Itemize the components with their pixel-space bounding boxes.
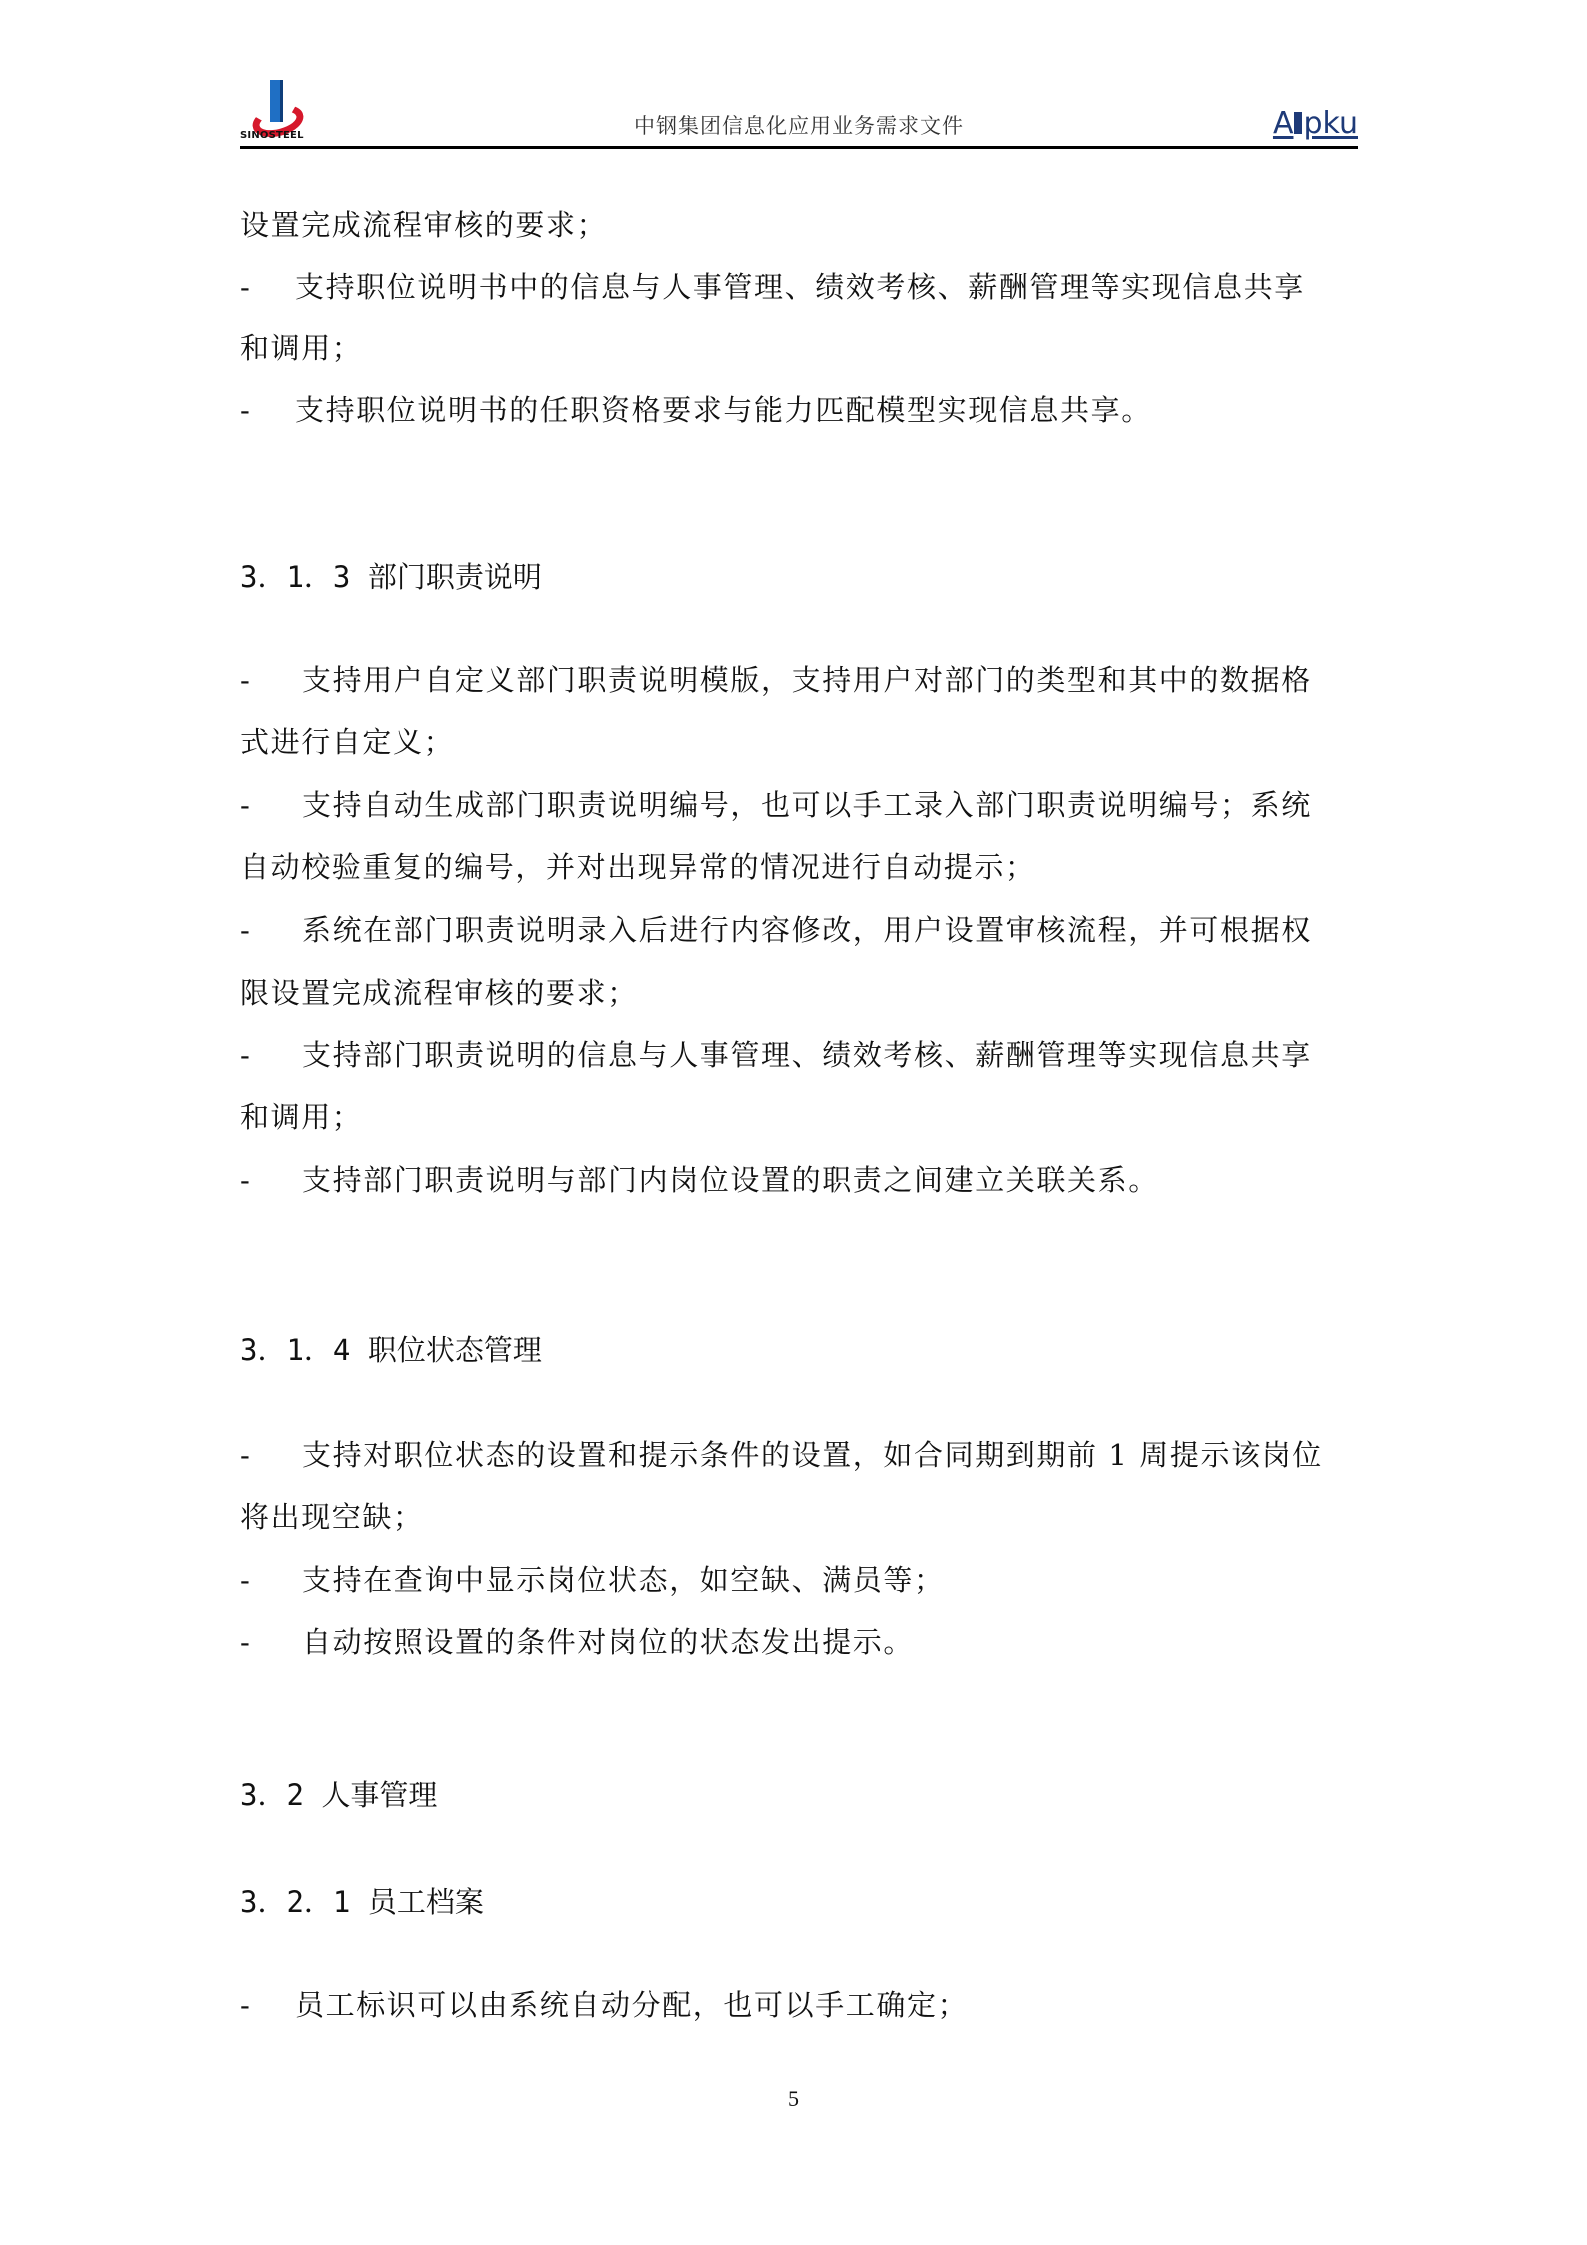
line-text: 自动校验重复的编号，并对出现异常的情况进行自动提示；	[240, 850, 1036, 884]
page-header	[240, 60, 1358, 150]
bullet-marker: -	[240, 1625, 252, 1659]
bullet-marker: -	[240, 1038, 252, 1072]
header-divider	[240, 146, 1358, 149]
line-text: 和调用；	[240, 331, 363, 365]
line-text: 支持对职位状态的设置和提示条件的设置，如合同期到期前 1 周提示该岗位	[302, 1438, 1323, 1472]
bullet-item	[240, 660, 1360, 700]
line-text: 支持职位说明书的任职资格要求与能力匹配模型实现信息共享。	[295, 393, 1152, 427]
section-heading-3-2: 3．2 人事管理	[240, 1778, 438, 1812]
bullet-marker: -	[240, 663, 252, 697]
pku-logo-suffix: pku	[1303, 106, 1358, 141]
pku-logo-prefix: A	[1272, 106, 1294, 141]
line-text: 支持部门职责说明与部门内岗位设置的职责之间建立关联关系。	[302, 1163, 1159, 1197]
paragraph-line	[240, 1097, 1360, 1137]
pku-logo-bar-icon	[1294, 112, 1302, 134]
bullet-marker: -	[240, 393, 252, 427]
bullet-marker: -	[240, 1988, 252, 2022]
bullet-marker: -	[240, 270, 252, 304]
bullet-item	[240, 785, 1360, 825]
paragraph-line	[240, 722, 1360, 762]
section-heading-3-1-4: 3．1．4 职位状态管理	[240, 1333, 542, 1367]
line-text: 支持自动生成部门职责说明编号，也可以手工录入部门职责说明编号；系统	[302, 788, 1312, 822]
bullet-item	[240, 910, 1360, 950]
bullet-item	[240, 390, 1360, 430]
paragraph-line	[240, 973, 1360, 1013]
line-text: 设置完成流程审核的要求；	[240, 208, 608, 242]
line-text: 支持用户自定义部门职责说明模版，支持用户对部门的类型和其中的数据格	[302, 663, 1312, 697]
paragraph-line	[240, 847, 1360, 887]
line-text: 系统在部门职责说明录入后进行内容修改，用户设置审核流程，并可根据权	[302, 913, 1312, 947]
bullet-item	[240, 1985, 1360, 2025]
line-text: 将出现空缺；	[240, 1500, 424, 1534]
bullet-item	[240, 1435, 1360, 1475]
section-heading-3-1-3: 3．1．3 部门职责说明	[240, 560, 542, 594]
line-text: 式进行自定义；	[240, 725, 455, 759]
page-number: 5	[788, 2086, 799, 2111]
line-text: 和调用；	[240, 1100, 363, 1134]
bullet-marker: -	[240, 913, 252, 947]
line-text: 支持在查询中显示岗位状态，如空缺、满员等；	[302, 1563, 945, 1597]
bullet-item	[240, 1160, 1360, 1200]
bullet-item	[240, 267, 1360, 307]
bullet-marker: -	[240, 1163, 252, 1197]
bullet-marker: -	[240, 1563, 252, 1597]
paragraph-line	[240, 205, 1360, 245]
paragraph-line	[240, 328, 1360, 368]
section-heading-3-2-1: 3．2．1 员工档案	[240, 1885, 484, 1919]
bullet-item	[240, 1622, 1360, 1662]
line-text: 支持职位说明书中的信息与人事管理、绩效考核、薪酬管理等实现信息共享	[295, 270, 1305, 304]
logo-brand-text: SINOSTEEL	[240, 130, 304, 141]
paragraph-line	[240, 1497, 1360, 1537]
line-text: 员工标识可以由系统自动分配，也可以手工确定；	[295, 1988, 969, 2022]
pku-logo	[1273, 106, 1358, 141]
document-title: 中钢集团信息化应用业务需求文件	[634, 114, 964, 138]
bullet-marker: -	[240, 788, 252, 822]
line-text: 限设置完成流程审核的要求；	[240, 976, 638, 1010]
line-text: 支持部门职责说明的信息与人事管理、绩效考核、薪酬管理等实现信息共享	[302, 1038, 1312, 1072]
bullet-item	[240, 1560, 1360, 1600]
bullet-marker: -	[240, 1438, 252, 1472]
bullet-item	[240, 1035, 1360, 1075]
line-text: 自动按照设置的条件对岗位的状态发出提示。	[302, 1625, 915, 1659]
